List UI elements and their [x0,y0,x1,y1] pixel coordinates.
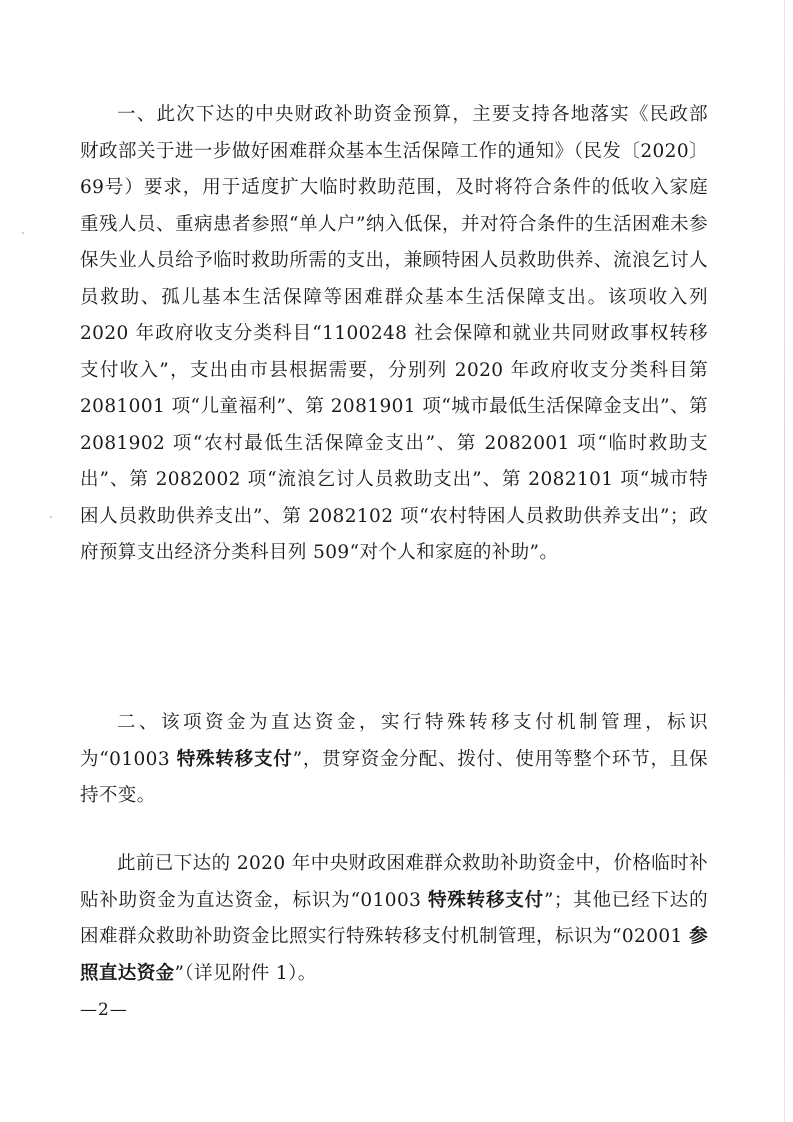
scan-speck [22,232,24,234]
scan-edge-line [784,0,785,1122]
paragraph-1 [80,97,708,572]
paragraph-2-text-after: ”，贯穿资金分配、拨付、使用等整个环节，且保持不变。 [80,748,708,806]
paragraph-1-text: 一、此次下达的中央财政补助资金预算，主要支持各地落实《民政部 财政部关于进一步做好困难群众基本生活保障工作的通知》（民发〔2020〕69号）要求，用于适度扩大临时救助范围，及时将符合条件的低收入家庭重残人员、重病患者参照“单人户”纳入低保，并对符合条件的生活困难未参保失业人员给予临时救助所需的支出，兼顾特困人员救助供养、流浪乞讨人员救助、孤儿基本生活保障等困难群众基本生活保障支出。该项收入列 2020 年政府收支分类科目“1100248 社会保障和就业共同财政事权转移支付收入”，支出由市县根据需要，分别列 2020 年政府收支分类科目第 2081001 项“儿童福利”、第 2081901 项“城市最低生活保障金支出”、第 2081902 项“农村最低生活保障金支出”、第 2082001 项“临时救助支出”、第 2082002 项“流浪乞讨人员救助支出”、第 2082101 项“城市特困人员救助供养支出”、第 2082102 项“农村特困人员救助供养支出”；政府预算支出经济分类科目列 509“对个人和家庭的补助”。 [80,104,708,563]
scan-speck [50,516,52,518]
paragraph-3 [80,846,708,992]
paragraph-2 [80,705,708,815]
paragraph-2-text-before: 二、该项资金为直达资金，实行特殊转移支付机制管理，标识为“01003 [80,712,708,770]
paragraph-3-bold-term-2: 参照直达资金 [80,926,708,984]
paragraph-2-bold-term: 特殊转移支付 [176,748,293,770]
paragraph-3-text-before: 此前已下达的 2020 年中央财政困难群众救助补助资金中，价格临时补贴补助资金为直达资金，标识为“01003 [80,853,708,911]
paragraph-3-bold-term-1: 特殊转移支付 [428,889,544,911]
paragraph-3-text-middle: ”；其他已经下达的困难群众救助补助资金比照实行特殊转移支付机制管理，标识为“02001 [80,889,709,947]
paragraph-3-text-after: ”（详见附件 1）。 [174,962,317,984]
page-number: —2— [80,1000,128,1020]
